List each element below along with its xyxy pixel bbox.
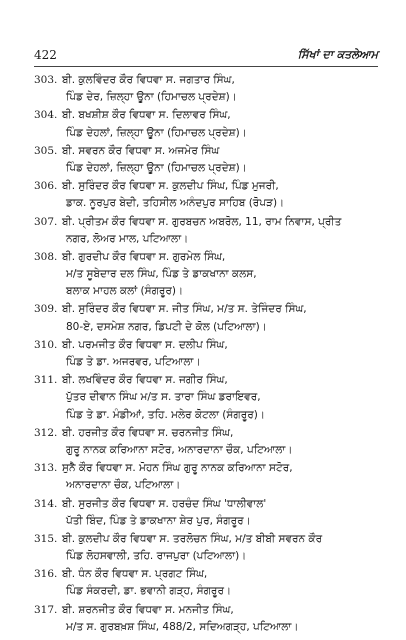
entry-continuation-line [34,513,386,530]
entry-text: ਪੁੱਤਰ ਦੀਵਾਨ ਸਿੰਘ ਮ/ਤ ਸ. ਤਾਰਾ ਸਿੰਘ ਡਰਾਇਵਰ, [66,391,261,404]
entry-continuation-line [34,319,386,336]
entry-continuation-line [34,442,386,459]
entry-text: ਬੀ. ਕੁਲਵਿੰਦਰ ਕੌਰ ਵਿਧਵਾ ਸ. ਜਗਤਾਰ ਸਿੰਘ, [62,74,235,86]
entry-text: 80-ਏ, ਦਸਮੇਸ਼ ਨਗਰ, ਡਿਪਟੀ ਦੇ ਕੋਲ (ਪਟਿਆਲਾ)। [66,320,267,333]
entry-text: ਪਿੰਡ ਲੋਹਸਵਾਲੀ, ਤਹਿ. ਰਾਜਪੁਰਾ (ਪਟਿਆਲਾ)। [66,550,247,563]
entry-number: 303. [34,74,58,86]
list-item [34,72,386,106]
list-item [34,249,386,301]
page-header [34,48,378,64]
entry-first-line [34,566,386,583]
entry-number: 316. [34,568,58,581]
entry-first-line [34,337,386,354]
entry-continuation-line [34,619,386,636]
entry-text: ਸੁਨੈ ਕੌਰ ਵਿਧਵਾ ਸ. ਮੋਹਨ ਸਿੰਘ ਗੁਰੂ ਨਾਨਕ ਕਰਿਆਨਾ ਸਟੋਰ, [62,462,293,475]
list-item [34,531,386,565]
entry-number: 307. [34,215,58,228]
entry-text: ਬੀ. ਸੁਰਿੰਦਰ ਕੌਰ ਵਿਧਵਾ ਸ. ਕੁਲਦੀਪ ਸਿੰਘ, ਪਿੰਡ ਮੁਜਰੀ, [62,180,279,193]
entry-continuation-line [34,407,386,424]
entry-first-line [34,531,386,548]
entry-text: ਗੁਰੂ ਨਾਨਕ ਕਰਿਆਨਾ ਸਟੋਰ, ਅਨਾਰਦਾਨਾ ਚੌਕ, ਪਟਿਆਲਾ। [66,443,293,456]
entry-number: 304. [34,109,58,122]
entry-number: 308. [34,250,58,263]
entry-text: ਪਿੰਡ ਸੰਕਰਦੀ, ਡਾ. ਭਵਾਨੀ ਗੜ੍ਹ, ਸੰਗਰੂਰ। [66,585,232,598]
list-item [34,372,386,424]
entry-text: ਬੀ. ਸੁਰਿੰਦਰ ਕੌਰ ਵਿਧਵਾ ਸ. ਜੀਤ ਸਿੰਘ, ਮ/ਤ ਸ. ਤੇਜਿੰਦਰ ਸਿੰਘ, [62,303,307,316]
entry-text: ਪਿੰਡ ਤੇ ਡਾ. ਅਜਰਵਰ, ਪਟਿਆਲਾ। [66,356,201,368]
entry-number: 312. [34,426,58,439]
entry-first-line [34,372,386,389]
entry-number: 306. [34,180,58,193]
entry-continuation-line [34,160,386,177]
entry-text: ਅਨਾਰਦਾਨਾ ਚੌਕ, ਪਟਿਆਲਾ। [66,479,181,492]
list-item [34,602,386,636]
entry-continuation-line [34,583,386,600]
entry-continuation-line [34,125,386,142]
running-title: ਸਿੱਖਾਂ ਦਾ ਕਤਲੇਆਮ [297,48,378,61]
entry-first-line [34,72,386,89]
list-item [34,178,386,212]
entry-text: ਪਿੰਡ ਤੇ ਡਾ. ਮੰਡੀਆਂ, ਤਹਿ. ਮਲੇਰ ਕੋਟਲਾ (ਸੰਗਰੂਰ)। [66,408,265,421]
entry-first-line [34,460,386,477]
entry-number: 310. [34,338,58,351]
entry-continuation-line [34,389,386,406]
entry-text: ਬੀ. ਧੰਨ ਕੌਰ ਵਿਧਵਾ ਸ. ਪ੍ਰਗਟ ਸਿੰਘ, [62,568,208,581]
entry-text: ਪੱਤੀ ਬਿੰਦ, ਪਿੰਡ ਤੇ ਡਾਕਖਾਨਾ ਸ਼ੇਰ ਪੁਰ, ਸੰਗਰੂਰ। [66,514,251,527]
entry-number: 317. [34,603,58,616]
entry-continuation-line [34,266,386,283]
entry-number: 313. [34,462,58,475]
entry-continuation-line [34,477,386,494]
entry-text: ਮ/ਤ ਸੂਬੇਦਾਰ ਦਲ ਸਿੰਘ, ਪਿੰਡ ਤੇ ਡਾਕਖਾਨਾ ਕਲਸ, [66,268,257,281]
entry-number: 314. [34,497,58,510]
entry-first-line [34,301,386,318]
entry-text: ਬੀ. ਪ੍ਰੀਤਮ ਕੌਰ ਵਿਧਵਾ ਸ. ਗੁਰਬਚਨ ਅਬਰੋਲ, 11, ਰਾਮ ਨਿਵਾਸ, ਪ੍ਰੀਤ [62,215,342,228]
list-item [34,301,386,335]
entry-continuation-line [34,89,386,106]
list-item [34,460,386,494]
entry-number: 305. [34,144,58,157]
list-item [34,566,386,600]
entry-text: ਬੀ. ਕੁਲਦੀਪ ਕੌਰ ਵਿਧਵਾ ਸ. ਤਰਲੋਚਨ ਸਿੰਘ, ਮ/ਤ ਬੀਬੀ ਸਵਰਨ ਕੌਰ [62,532,323,545]
list-item [34,337,386,371]
page-number: 422 [34,48,57,62]
entry-text: ਬੀ. ਪਰਮਜੀਤ ਕੌਰ ਵਿਧਵਾ ਸ. ਦਲੀਪ ਸਿੰਘ, [62,338,228,351]
entry-continuation-line [34,354,386,371]
entry-number: 309. [34,303,58,316]
entry-number: 315. [34,532,58,545]
list-item [34,143,386,177]
entry-text: ਮ/ਤ ਸ. ਗੁਰਬਖ਼ਸ਼ ਸਿੰਘ, 488/2, ਸਦਿਅਗੜ੍ਹ, ਪਟਿਆਲਾ। [66,620,299,633]
list-item [34,425,386,459]
entry-text: ਬਲਾਕ ਮਾਹਲ ਕਲਾਂ (ਸੰਗਰੂਰ)। [66,285,184,298]
entry-list [34,72,386,637]
entry-text: ਡਾਕ. ਨੂਰਪੁਰ ਬੇਦੀ, ਤਹਿਸੀਲ ਅਨੰਦਪੁਰ ਸਾਹਿਬ (ਰੋਪੜ)। [66,197,285,210]
entry-text: ਪਿੰਡ ਦੇਹਲਾਂ, ਜ਼ਿਲ੍ਹਾ ਊਨਾ (ਹਿਮਾਚਲ ਪ੍ਰਦੇਸ਼)। [66,126,247,139]
entry-continuation-line [34,283,386,300]
entry-text: ਪਿੰਡ ਦੇਰ, ਜ਼ਿਲ੍ਹਾ ਊਨਾ (ਹਿਮਾਚਲ ਪ੍ਰਦੇਸ਼)। [66,91,237,104]
entry-text: ਨਗਰ, ਲੋਅਰ ਮਾਲ, ਪਟਿਆਲਾ। [66,232,189,245]
list-item [34,107,386,141]
entry-first-line [34,496,386,513]
header-rule [34,66,378,67]
entry-text: ਬੀ. ਸੁਰਜੀਤ ਕੌਰ ਵਿਧਵਾ ਸ. ਹਰਚੰਦ ਸਿੰਘ 'ਧਾਲੀਵਾਲ' [62,497,267,510]
entry-text: ਬੀ. ਗੁਰਦੀਪ ਕੌਰ ਵਿਧਵਾ ਸ. ਗੁਰਮੇਲ ਸਿੰਘ, [62,250,226,263]
entry-text: ਬੀ. ਲਖਵਿੰਦਰ ਕੌਰ ਵਿਧਵਾ ਸ. ਜਗੀਰ ਸਿੰਘ, [62,374,228,387]
entry-first-line [34,214,386,231]
entry-text: ਬੀ. ਸ਼ਰਨਜੀਤ ਕੌਰ ਵਿਧਵਾ ਸ. ਮਨਜੀਤ ਸਿੰਘ, [62,603,234,616]
entry-first-line [34,425,386,442]
entry-first-line [34,178,386,195]
entry-number: 311. [34,374,58,387]
entry-continuation-line [34,195,386,212]
entry-first-line [34,602,386,619]
entry-text: ਬੀ. ਸਵਰਨ ਕੌਰ ਵਿਧਵਾ ਸ. ਅਜਮੇਰ ਸਿੰਘ [62,144,220,157]
list-item [34,214,386,248]
entry-continuation-line [34,231,386,248]
list-item [34,496,386,530]
entry-continuation-line [34,548,386,565]
entry-first-line [34,249,386,266]
entry-first-line [34,143,386,160]
entry-text: ਪਿੰਡ ਦੇਹਲਾਂ, ਜ਼ਿਲ੍ਹਾ ਊਨਾ (ਹਿਮਾਚਲ ਪ੍ਰਦੇਸ਼)। [66,161,247,174]
entry-first-line [34,107,386,124]
entry-text: ਬੀ. ਹਰਜੀਤ ਕੌਰ ਵਿਧਵਾ ਸ. ਚਰਨਜੀਤ ਸਿੰਘ, [62,426,234,439]
entry-text: ਬੀ. ਬਖਸ਼ੀਸ਼ ਕੌਰ ਵਿਧਵਾ ਸ. ਦਿਲਾਵਰ ਸਿੰਘ, [62,109,231,122]
